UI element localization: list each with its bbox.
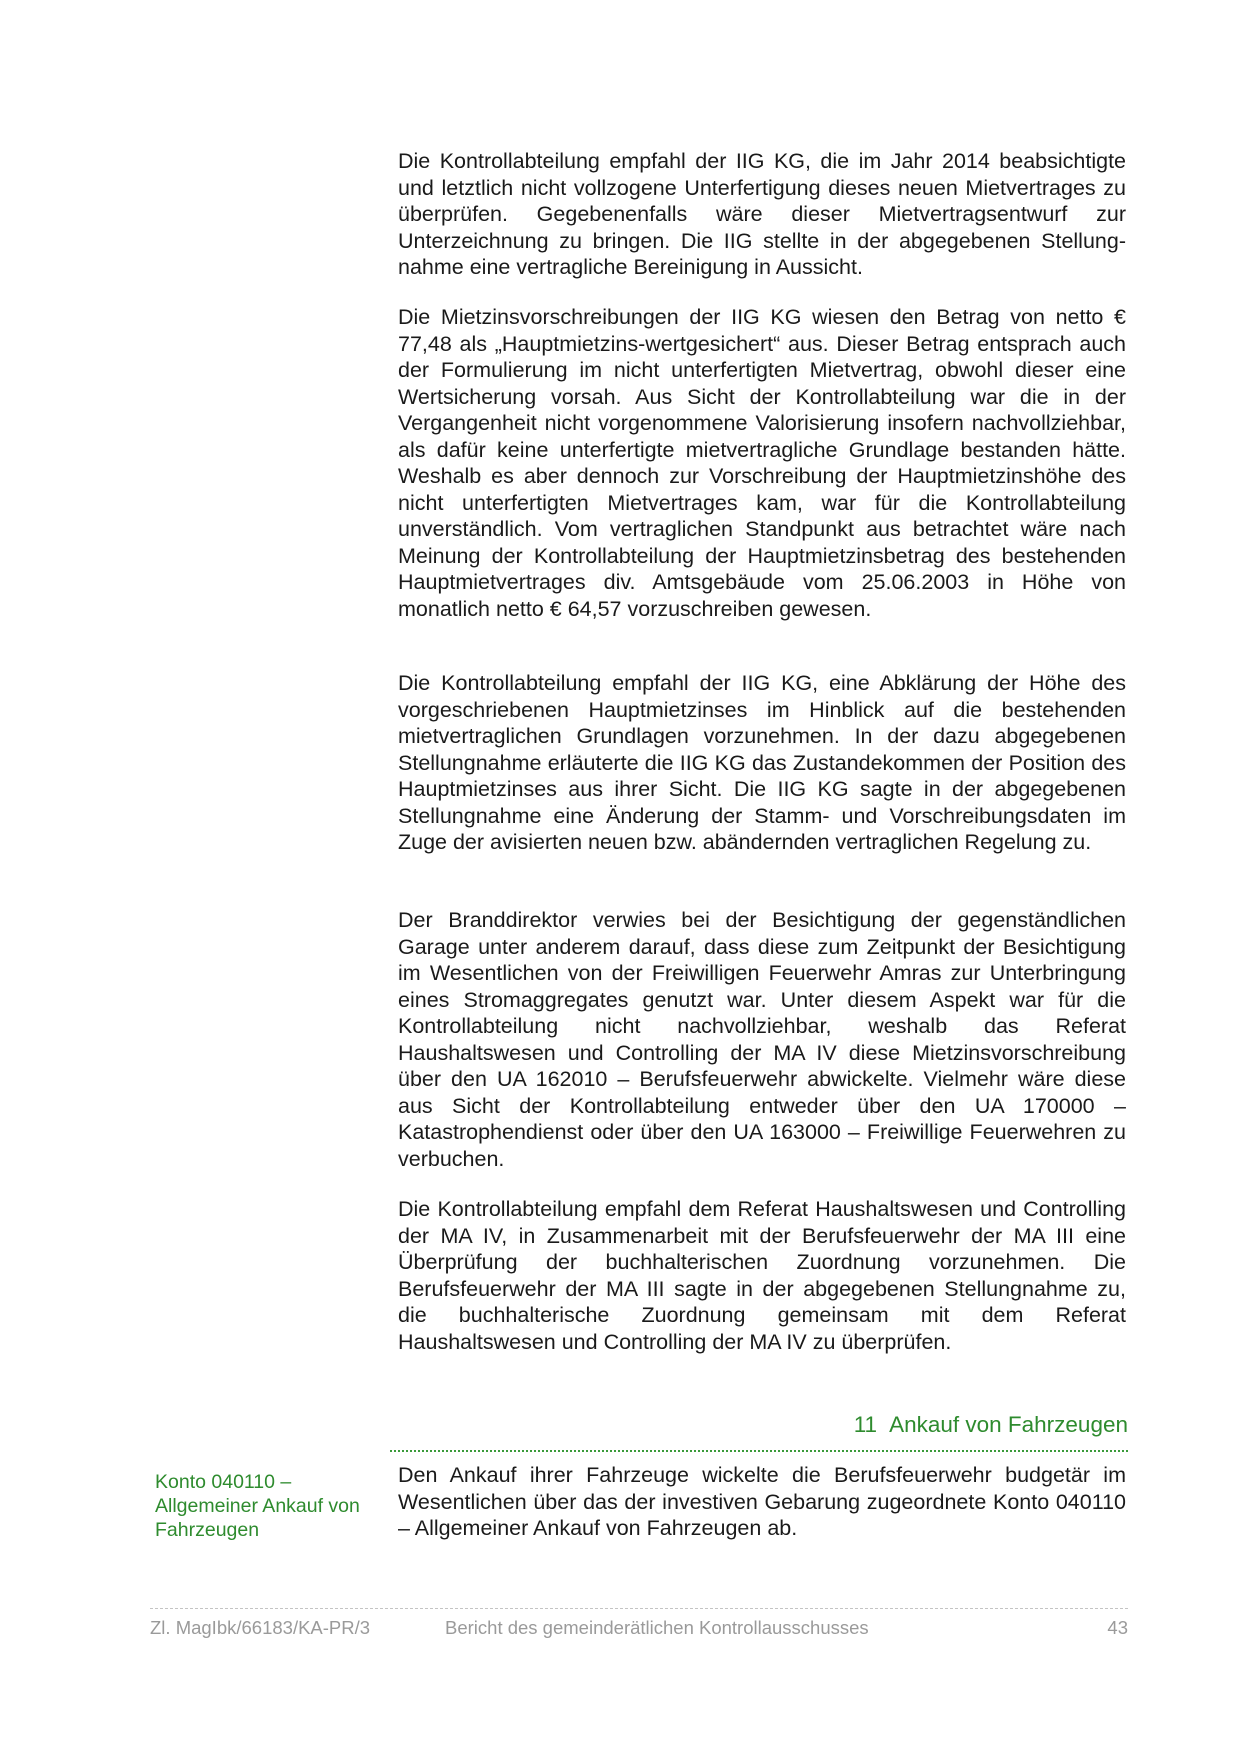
footer-report-title: Bericht des gemeinderätlichen Kontrollausschusses: [445, 1617, 869, 1638]
section-heading-text: [854, 1410, 1128, 1440]
section-title: Ankauf von Fahrzeugen: [889, 1412, 1128, 1437]
footer-reference: Zl. MagIbk/66183/KA-PR/3: [150, 1617, 371, 1638]
margin-note: Konto 040110 – Allgemeiner Ankauf von Fahrzeugen: [155, 1471, 360, 1541]
paragraph-rent-assessment: Die Mietzinsvorschreibungen der IIG KG wiesen den Betrag von netto € 77,48 als „Hauptmietzins-wertgesichert“ aus. Dieser Betrag entsprach auch der Formulierung im nicht unterfertigten Mietvertrag, obwohl dieser eine Wertsicherung vorsah. Aus Sicht der Kontrollabteilung war die in der Vergangenheit nicht vorgenommene Valorisierung insofern nachvollziehbar, als dafür keine unterfertigte mietvertragliche Grundlage bestanden hätte. Weshalb es aber dennoch zur Vorschreibung der Hauptmietzinshöhe des nicht unterfertigten Mietvertrages kam, war für die Kontrollabteilung unverständlich. Vom vertraglichen Standpunkt aus betrachtet wäre nach Meinung der Kontrollabteilung der Hauptmietzinsbetrag des bestehenden Hauptmietvertrages div. Amtsgebäude vom 25.06.2003 in Höhe von monatlich netto € 64,57 vorzuschreiben gewesen.: [398, 305, 1126, 621]
paragraph-accounting-recommendation: Die Kontrollabteilung empfahl dem Referat Haushaltswesen und Controlling der MA IV, in Zusammenarbeit mit der Berufsfeuerwehr der MA III eine Überprüfung der buchhalterischen Zuordnung vorzunehmen. Die Berufsfeuerwehr der MA III sagte in der abgegebenen Stellungnahme zu, die buchhalterische Zuordnung gemeinsam mit dem Referat Haushaltswesen und Controlling der MA IV zu überprüfen.: [398, 1197, 1126, 1354]
paragraph-rent-clarification: Die Kontrollabteilung empfahl der IIG KG, eine Abklärung der Höhe des vorgeschriebenen Hauptmietzinses im Hinblick auf die bestehenden mietvertraglichen Grundlagen vorzunehmen. In der dazu abgegebenen Stellungnahme erläuterte die IIG KG das Zustandekommen der Position des Hauptmietzinses aus ihrer Sicht. Die IIG KG sagte in der abgegebenen Stellungnahme eine Änderung der Stamm- und Vorschreibungsdaten im Zuge der avisierten neuen bzw. abändernden vertraglichen Regelung zu.: [398, 671, 1126, 854]
paragraph-fire-chief-inspection: Der Branddirektor verwies bei der Besichtigung der gegenständlichen Garage unter anderem darauf, dass diese zum Zeitpunkt der Besichtigung im Wesentlichen von der Freiwilligen Feuerwehr Amras zur Unterbringung eines Stromaggregates genutzt war. Unter diesem Aspekt war für die Kontrollabteilung nicht nachvollziehbar, weshalb das Referat Haushaltswesen und Controlling der MA IV diese Mietzinsvorschreibung über den UA 162010 – Berufsfeuerwehr abwickelte. Vielmehr wäre diese aus Sicht der Kontrollabteilung entweder über den UA 170000 – Katastrophendienst oder über den UA 163000 – Freiwillige Feuerwehren zu verbuchen.: [398, 908, 1126, 1171]
paragraph-vehicle-purchase: Den Ankauf ihrer Fahrzeuge wickelte die Berufsfeuerwehr budgetär im Wesentlichen über das der investiven Gebarung zugeordnete Konto 040110 – Allgemeiner Ankauf von Fahrzeugen ab.: [398, 1463, 1126, 1540]
footer-divider: [150, 1608, 1128, 1609]
section-heading: [390, 1410, 1128, 1452]
paragraph-recommendation-lease: Die Kontrollabteilung empfahl der IIG KG, die im Jahr 2014 beabsichtigte und letztlich nicht vollzogene Unterfertigung dieses neuen Mietvertrages zu überprüfen. Gegebenenfalls wäre dieser Mietvertragsentwurf zur Unterzeichnung zu bringen. Die IIG stellte in der abgegebenen Stellungnahme eine vertragliche Bereinigung in Aussicht.: [398, 149, 1126, 279]
section-number: 11: [853, 1412, 878, 1437]
page-number: 43: [1107, 1617, 1128, 1638]
